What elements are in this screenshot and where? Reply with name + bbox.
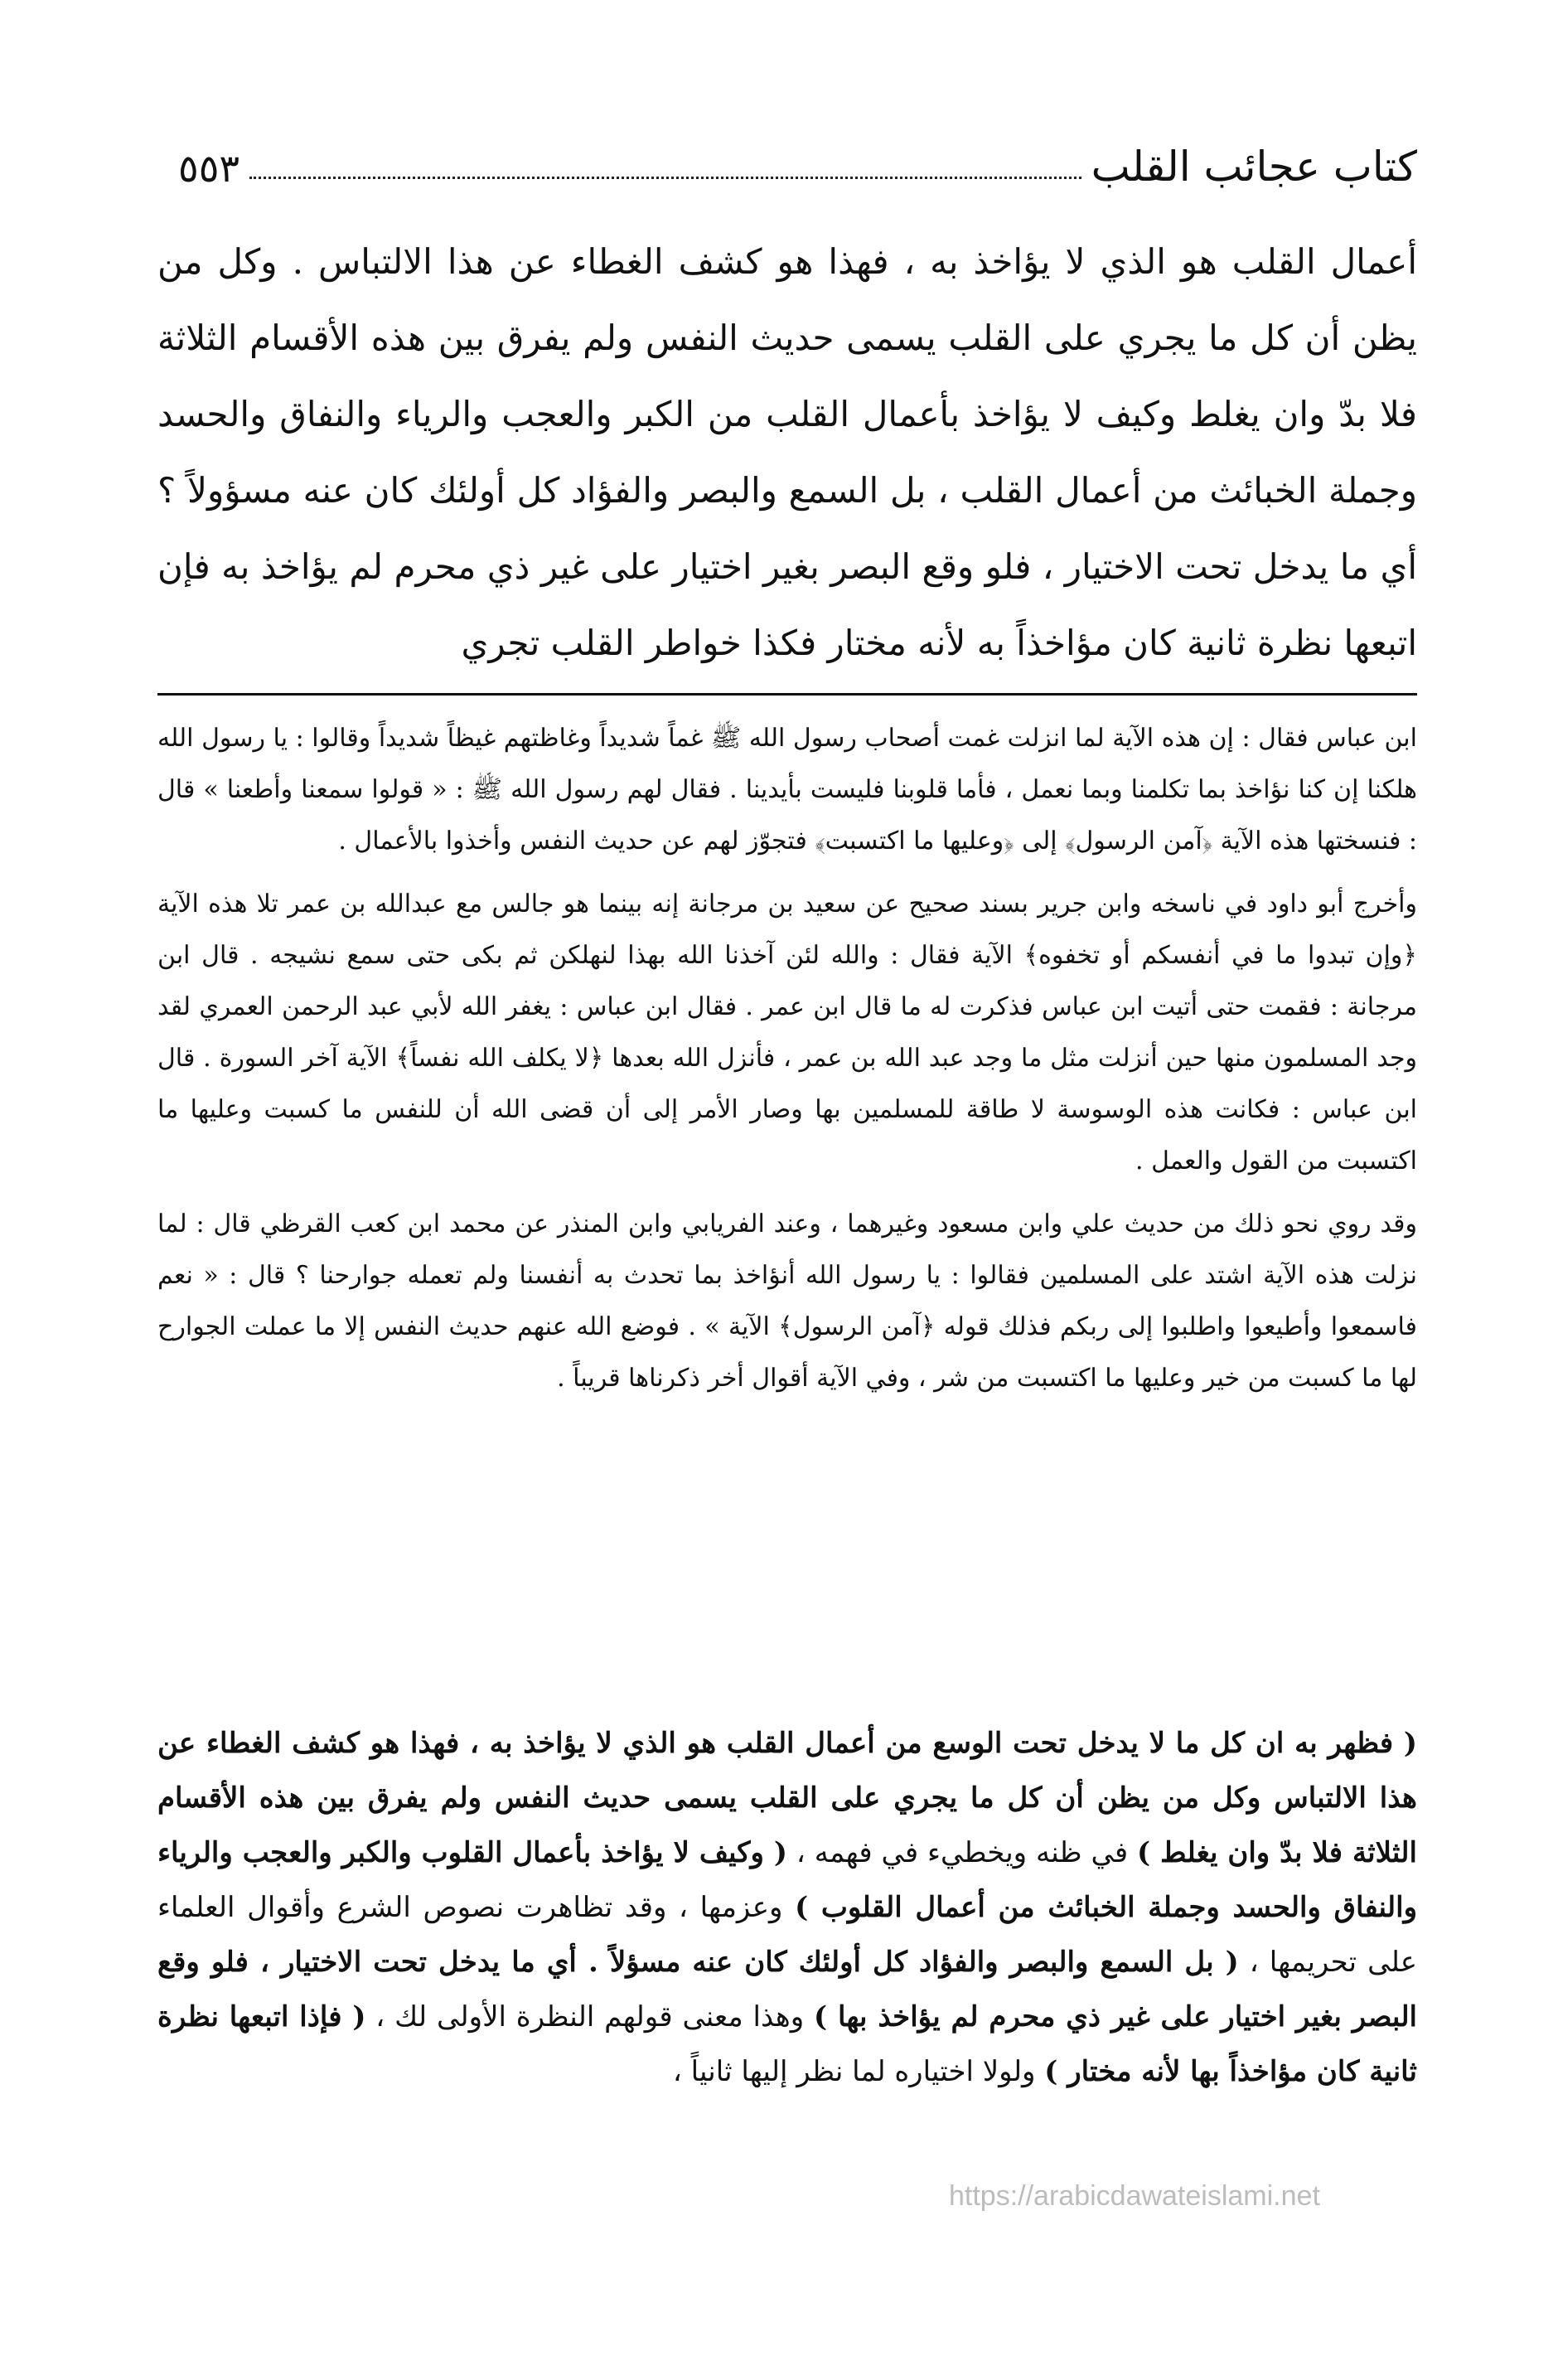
website-watermark: https://arabicdawateislami.net — [949, 2180, 1320, 2212]
explanation-text-1: في ظنه ويخطيء في فهمه ، — [786, 1836, 1137, 1869]
footnote-paragraph-1: ابن عباس فقال : إن هذه الآية لما انزلت غمت أصحاب رسول الله ﷺ غماً شديداً وغاظتهم غيظاً شديداً وقالوا : يا رسول الله هلكنا إن كنا نؤاخذ بما تكلمنا وبما نعمل ، فأما قلوبنا فليست بأيدينا . فقال لهم رسول الله ﷺ : « قولوا سمعنا وأطعنا » قال : فنسختها هذه الآية ﴿آمن الرسول﴾ إلى ﴿وعليها ما اكتسبت﴾ فتجوّز لهم عن حديث النفس وأخذوا بالأعمال . — [157, 724, 1417, 856]
footnote-paragraph-2: وأخرج أبو داود في ناسخه وابن جرير بسند صحيح عن سعيد بن مرجانة إنه بينما هو جالس مع عبدالله بن عمر تلا هذه الآية ﴿وإن تبدوا ما في أنفسكم أو تخفوه﴾ الآية فقال : والله لئن آخذنا الله بهذا لنهلكن ثم بكى حتى سمع نشيجه . قال ابن مرجانة : فقمت حتى أتيت ابن عباس فذكرت له ما قال ابن عمر . فقال ابن عباس : يغفر الله لأبي عبد الرحمن العمري لقد وجد المسلمون منها حين أنزلت مثل ما وجد عبد الله بن عمر ، فأنزل الله بعدها ﴿لا يكلف الله نفساً﴾ الآية آخر السورة . قال ابن عباس : فكانت هذه الوسوسة لا طاقة للمسلمين بها وصار الأمر إلى أن قضى الله أن للنفس ما كسبت وعليها ما اكتسبت من القول والعمل . — [157, 889, 1417, 1175]
main-text-block — [157, 224, 1417, 681]
running-header — [178, 124, 1417, 191]
commentary-block — [157, 1716, 1417, 2099]
footnote-paragraph-3: وقد روي نحو ذلك من حديث علي وابن مسعود وغيرهما ، وعند الفريابي وابن المنذر عن محمد ابن كعب القرظي قال : لما نزلت هذه الآية اشتد على المسلمين فقالوا : يا رسول الله أنؤاخذ بما تحدث به أنفسنا ولم تعمله جوارحنا ؟ قال : « نعم فاسمعوا وأطيعوا واطلبوا إلى ربكم فذلك قوله ﴿آمن الرسول﴾ الآية » . فوضع الله عنهم حديث النفس إلا ما عملت الجوارح لها ما كسبت من خير وعليها ما اكتسبت من شر ، وفي الآية أقوال أخر ذكرناها قريباً . — [157, 1209, 1417, 1393]
quoted-text-1: ( فظهر به ان كل ما لا يدخل تحت الوسع من أعمال القلب هو الذي لا يؤاخذ به ، فهذا هو كشف الغطاء عن هذا الالتباس وكل من يظن أن كل ما يجري على القلب يسمى حديث النفس ولم يفرق بين هذه الأقسام الثلاثة فلا بدّ وان يغلط ) — [157, 1727, 1417, 1869]
explanation-text-2: وعزمها ، وقد تظاهرت نصوص الشرع وأقوال العلماء على تحريمها ، — [157, 1891, 1417, 1979]
footnote-separator — [157, 693, 1417, 696]
explanation-text-3: وهذا معنى قولهم النظرة الأولى لك ، — [365, 2000, 814, 2033]
main-paragraph: أعمال القلب هو الذي لا يؤاخذ به ، فهذا هو كشف الغطاء عن هذا الالتباس . وكل من يظن أن كل ما يجري على القلب يسمى حديث النفس ولم يفرق بين هذه الأقسام الثلاثة فلا بدّ وان يغلط وكيف لا يؤاخذ بأعمال القلب من الكبر والعجب والرياء والنفاق والحسد وجملة الخبائث من أعمال القلب ، بل السمع والبصر والفؤاد كل أولئك كان عنه مسؤولاً ؟ أي ما يدخل تحت الاختيار ، فلو وقع البصر بغير اختيار على غير ذي محرم لم يؤاخذ به فإن اتبعها نظرة ثانية كان مؤاخذاً به لأنه مختار فكذا خواطر القلب تجري — [157, 241, 1417, 663]
explanation-text-4: ولولا اختياره لما نظر إليها ثانياً ، — [672, 2055, 1045, 2088]
footnotes-block — [157, 713, 1417, 1416]
quoted-text-3: ( بل السمع والبصر والفؤاد كل أولئك كان عنه مسؤلاً . أي ما يدخل تحت الاختيار ، فلو وقع البصر بغير اختيار على غير ذي محرم لم يؤاخذ بها ) — [157, 1946, 1418, 2033]
quoted-text-2: ( وكيف لا يؤاخذ بأعمال القلوب والكبر والعجب والرياء والنفاق والحسد وجملة الخبائث من أعمال القلوب ) — [157, 1836, 1418, 1924]
chapter-title: كتاب عجائب القلب — [1091, 143, 1417, 191]
quoted-text-4: ( فإذا اتبعها نظرة ثانية كان مؤاخذاً بها لأنه مختار ) — [157, 2000, 1417, 2088]
header-dotted-leader — [249, 177, 1081, 179]
commentary-paragraph — [157, 1716, 1417, 2099]
page-number: ٥٥٣ — [178, 146, 240, 191]
